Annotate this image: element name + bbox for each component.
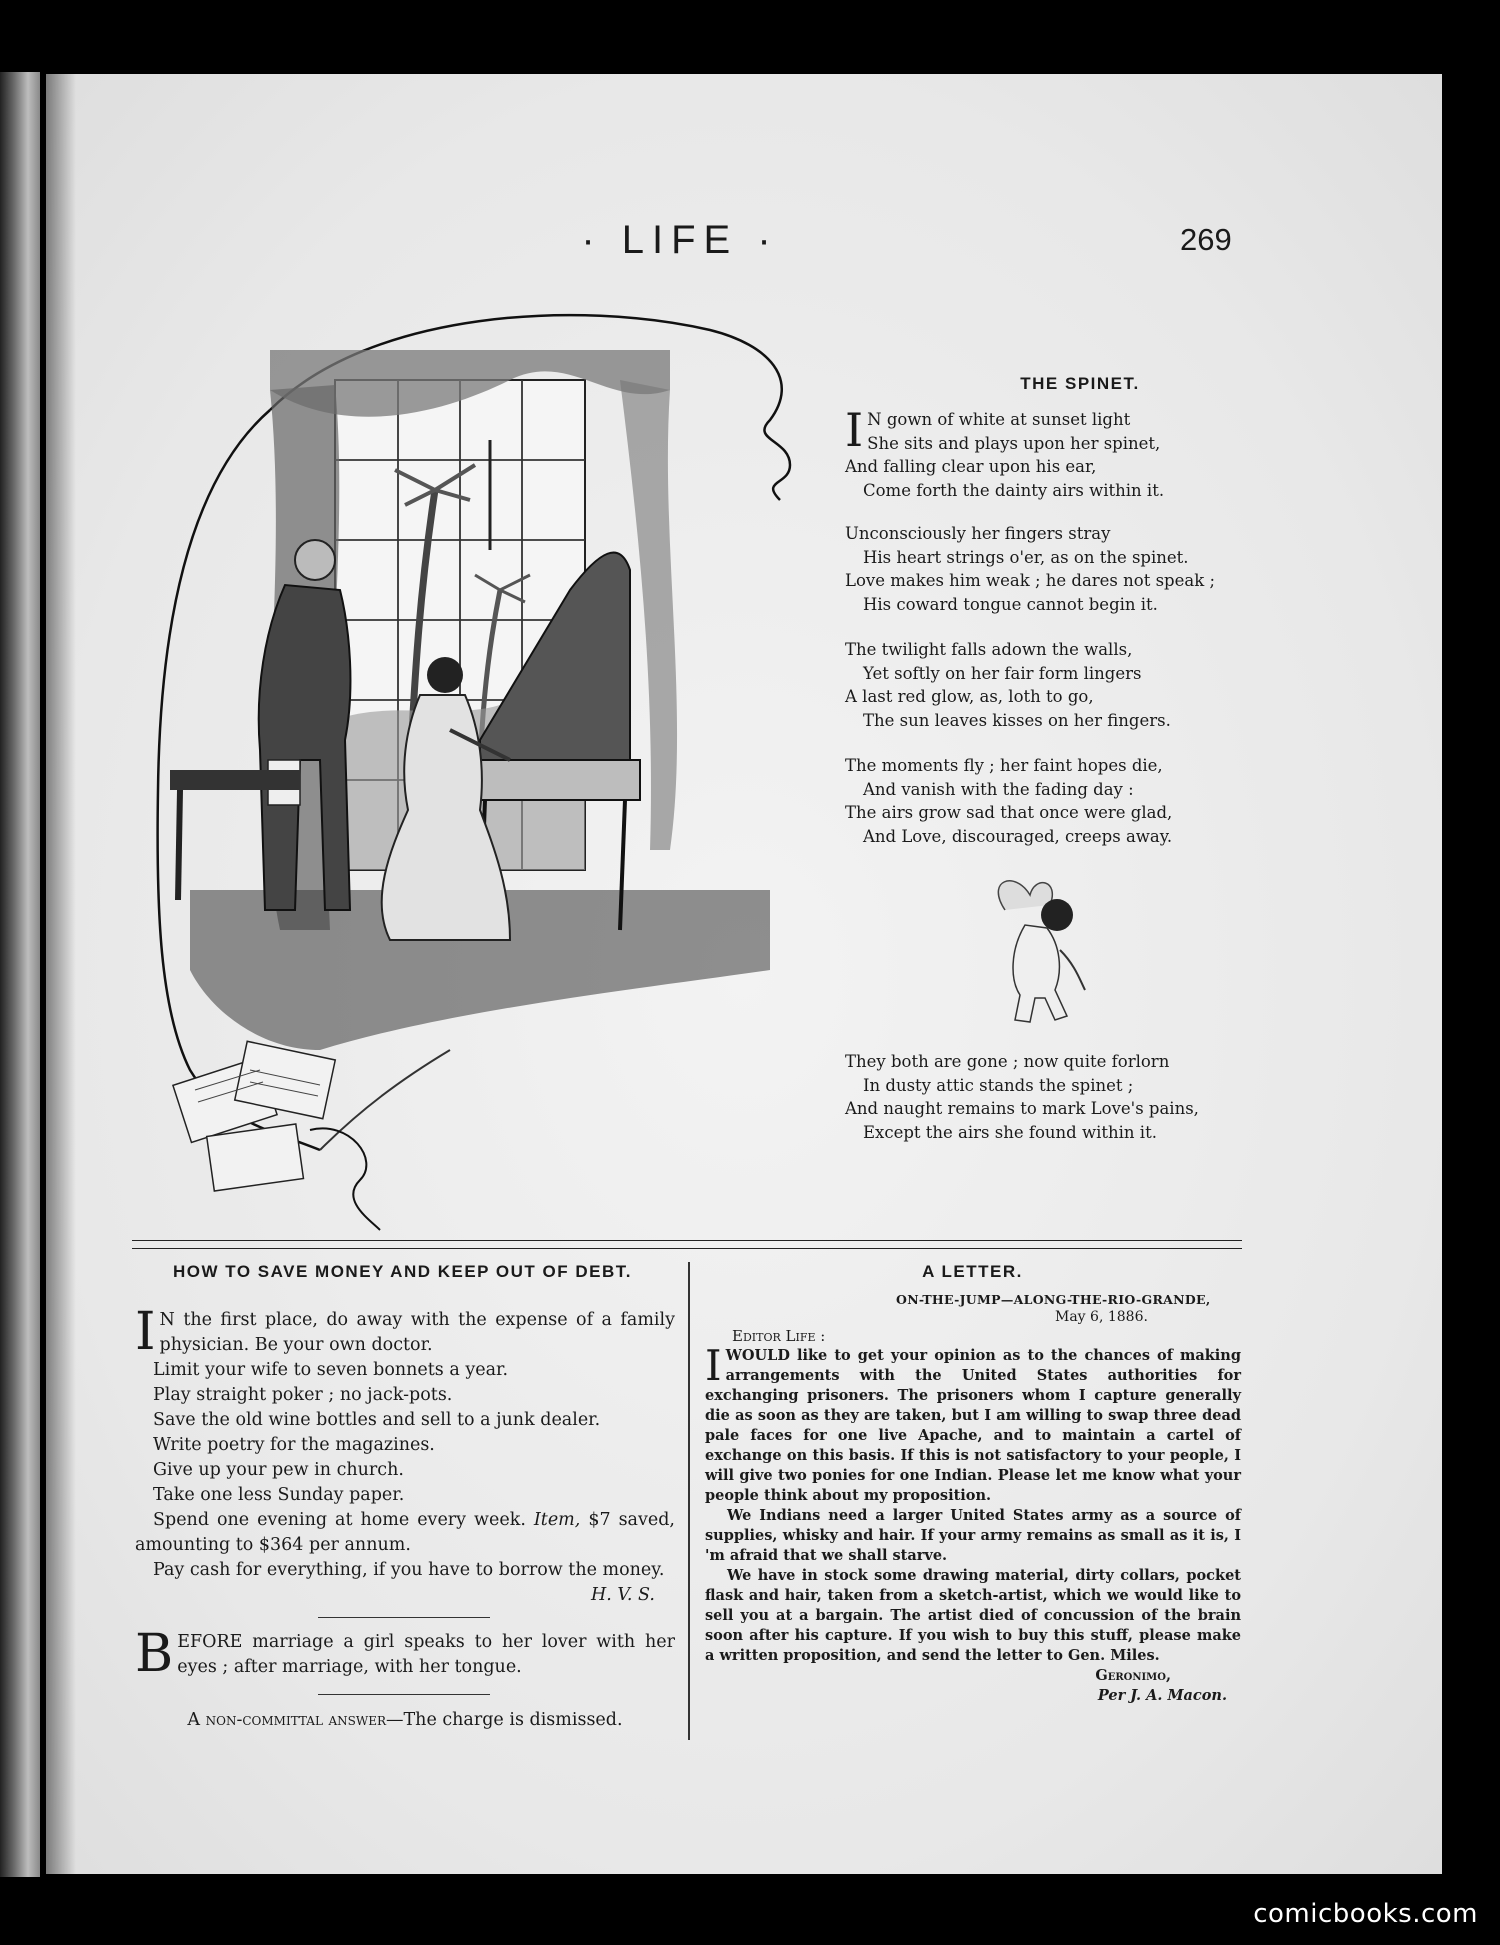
binding-spine	[0, 72, 40, 1877]
poem-line: Unconsciously her fingers stray	[845, 524, 1111, 543]
poem-line: His heart strings o'er, as on the spinet.	[863, 547, 1189, 567]
letter-paragraph: We Indians need a larger United States army as a source of supplies, whisky and hair. If your army remains as small as it is, I 'm afraid that we shall starve.	[705, 1507, 1241, 1564]
poem-line: They both are gone ; now quite forlorn	[845, 1052, 1170, 1071]
item-emphasis: Item,	[533, 1510, 581, 1530]
tip-line-spend	[135, 1508, 675, 1558]
poem-line: The moments fly ; her faint hopes die,	[845, 756, 1163, 775]
poem-line: And Love, discouraged, creeps away.	[863, 826, 1173, 846]
noncommittal-quip	[135, 1708, 675, 1733]
tip-line: Give up your pew in church.	[153, 1460, 404, 1480]
marriage-quip	[135, 1624, 675, 1684]
magazine-title: · LIFE ·	[581, 218, 779, 262]
letter-body	[705, 1341, 1241, 1706]
poem-line: Yet softly on her fair form lingers	[863, 663, 1142, 683]
letter-signature-per: Per J. A. Macon.	[1097, 1687, 1227, 1704]
poem-line: In dusty attic stands the spinet ;	[863, 1075, 1134, 1095]
drop-cap: B	[135, 1624, 174, 1684]
spend-text-2: $7 saved, amounting to $364 per annum.	[135, 1510, 675, 1555]
poem-title: THE SPINET.	[1020, 374, 1140, 393]
signature: H. V. S.	[590, 1585, 655, 1605]
letter-paragraph: We have in stock some drawing material, dirty collars, pocket flask and hair, taken from a sketch-artist, which we would like to sell you at a bargain. The artist died of concussion of the brain soon after his capture. If you wish to buy this stuff, please make a written proposition, and send the letter to Gen. Miles.	[705, 1567, 1241, 1664]
drop-cap: I	[135, 1302, 156, 1362]
drop-cap: I	[705, 1341, 722, 1390]
letter-paragraph: WOULD like to get your opinion as to the chances of making arrangements with the United States authorities for exchanging prisoners. The prisoners whom I capture generally die as soon as they are taken, but I am willing to swap three dead pale faces for one live Apache, and to maintain a cartel of exchange on this basis. If this is not satisfactory to your people, I will give two ponies for one Indian. Please let me know what your people think about my proposition.	[705, 1347, 1241, 1504]
article-paragraph: N the first place, do away with the expense of a family physician. Be your own doctor.	[159, 1310, 675, 1355]
save-money-title: HOW TO SAVE MONEY AND KEEP OUT OF DEBT.	[173, 1262, 632, 1281]
save-money-article	[135, 1302, 675, 1608]
spinet-illustration	[150, 290, 810, 1240]
section-divider	[132, 1240, 1242, 1249]
poem-line: N gown of white at sunset light	[867, 410, 1131, 429]
short-divider	[318, 1617, 490, 1618]
letter-title: A LETTER.	[922, 1262, 1023, 1281]
poem-line: Come forth the dainty airs within it.	[863, 480, 1165, 500]
tip-line: Take one less Sunday paper.	[153, 1485, 405, 1505]
page-number: 269	[1180, 222, 1232, 257]
tip-line: Write poetry for the magazines.	[153, 1435, 435, 1455]
poem-stanza-5	[845, 1050, 1199, 1144]
poem-line: The sun leaves kisses on her fingers.	[863, 710, 1171, 730]
poem-line: Except the airs she found within it.	[863, 1122, 1157, 1142]
quip-text: EFORE marriage a girl speaks to her lover with her eyes ; after marriage, with her tongue.	[177, 1632, 675, 1677]
poem-line: Love makes him weak ; he dares not speak ;	[845, 571, 1216, 590]
poem-line: A last red glow, as, loth to go,	[845, 687, 1094, 706]
column-divider	[688, 1262, 690, 1740]
poem-line: His coward tongue cannot begin it.	[863, 594, 1158, 614]
poem-line: And naught remains to mark Love's pains,	[845, 1099, 1199, 1118]
letter-dateline: ON-THE-JUMP—ALONG-THE-RIO-GRANDE,	[896, 1292, 1211, 1307]
short-divider	[318, 1694, 490, 1695]
quip-caps: A non-committal answer	[187, 1710, 386, 1730]
poem-stanza-2	[845, 522, 1215, 616]
watermark: comicbooks.com	[1253, 1899, 1478, 1929]
tip-line: Play straight poker ; no jack-pots.	[153, 1385, 453, 1405]
letter-salutation: Editor Life :	[732, 1327, 826, 1345]
poem-line: The twilight falls adown the walls,	[845, 640, 1133, 659]
poem-stanza-1	[845, 403, 1265, 502]
spend-text: Spend one evening at home every week.	[153, 1510, 526, 1530]
tip-line: Pay cash for everything, if you have to borrow the money.	[153, 1560, 665, 1580]
poem-stanza-3	[845, 638, 1171, 732]
poem-line: She sits and plays upon her spinet,	[867, 433, 1161, 453]
tip-line: Limit your wife to seven bonnets a year.	[153, 1360, 509, 1380]
letter-date: May 6, 1886.	[1055, 1309, 1148, 1325]
letter-signature: Geronimo,	[1095, 1667, 1171, 1684]
poem-line: And falling clear upon his ear,	[845, 457, 1097, 476]
poem-stanza-4	[845, 754, 1172, 848]
page-gutter-shadow	[46, 74, 76, 1874]
tip-line: Save the old wine bottles and sell to a junk dealer.	[153, 1410, 601, 1430]
quip-text: —The charge is dismissed.	[386, 1710, 623, 1730]
drop-cap: I	[845, 403, 864, 457]
cupid-illustration	[985, 870, 1095, 1030]
poem-line: And vanish with the fading day :	[863, 779, 1134, 799]
poem-line: The airs grow sad that once were glad,	[845, 803, 1173, 822]
